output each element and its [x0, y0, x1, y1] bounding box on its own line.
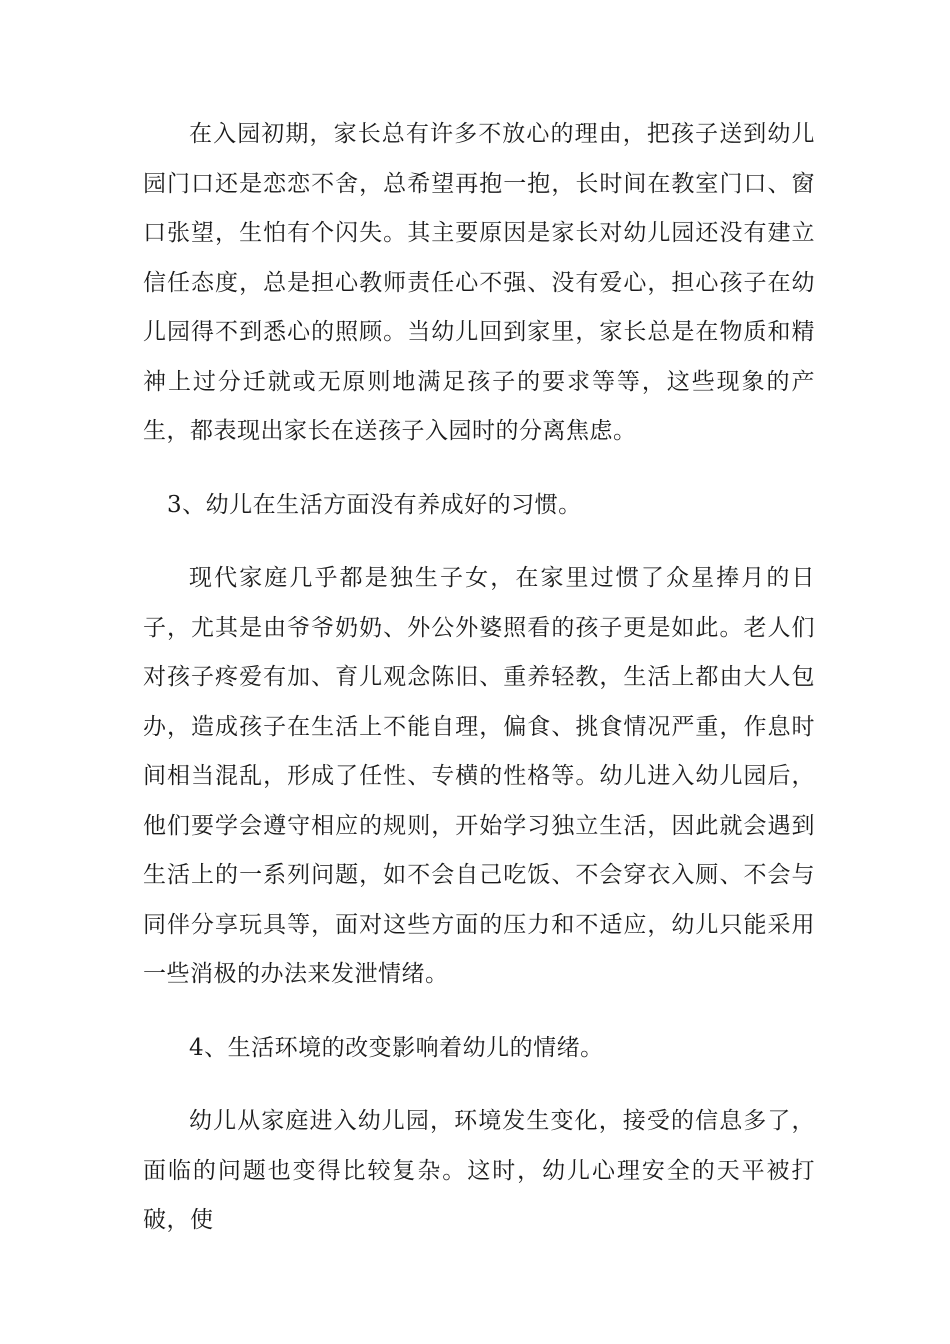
paragraph-gap — [143, 1073, 815, 1097]
section-heading-4: 4、生活环境的改变影响着幼儿的情绪。 — [189, 1034, 604, 1061]
document-page — [143, 110, 815, 1246]
section-heading-3: 3、幼儿在生活方面没有养成好的习惯。 — [167, 491, 582, 518]
paragraph-living-habits: 现代家庭几乎都是独生子女，在家里过惯了众星捧月的日子，尤其是由爷爷奶奶、外公外婆照看的孩子更是如此。老人们对孩子疼爱有加、育儿观念陈旧、重养轻教，生活上都由大人包办，造成孩子在生活上不能自理，偏食、挑食情况严重，作息时间相当混乱，形成了任性、专横的性格等。幼儿进入幼儿园后，他们要学会遵守相应的规则，开始学习独立生活，因此就会遇到生活上的一系列问题，如不会自己吃饭、不会穿衣入厕、不会与同伴分享玩具等，面对这些方面的压力和不适应，幼儿只能采用一些消极的办法来发泄情绪。 — [143, 565, 815, 987]
paragraph-parent-anxiety: 在入园初期，家长总有许多不放心的理由，把孩子送到幼儿园门口还是恋恋不舍，总希望再抱一抱，长时间在教室门口、窗口张望，生怕有个闪失。其主要原因是家长对幼儿园还没有建立信任态度，总是担心教师责任心不强、没有爱心，担心孩子在幼儿园得不到悉心的照顾。当幼儿回到家里，家长总是在物质和精神上过分迁就或无原则地满足孩子的要求等等，这些现象的产生，都表现出家长在送孩子入园时的分离焦虑。 — [143, 121, 815, 444]
paragraph-gap — [143, 530, 815, 554]
paragraph-gap — [143, 1000, 815, 1024]
paragraph-environment-change: 幼儿从家庭进入幼儿园，环境发生变化，接受的信息多了，面临的问题也变得比较复杂。这时，幼儿心理安全的天平被打破，使 — [143, 1108, 815, 1233]
paragraph-gap — [143, 457, 815, 481]
